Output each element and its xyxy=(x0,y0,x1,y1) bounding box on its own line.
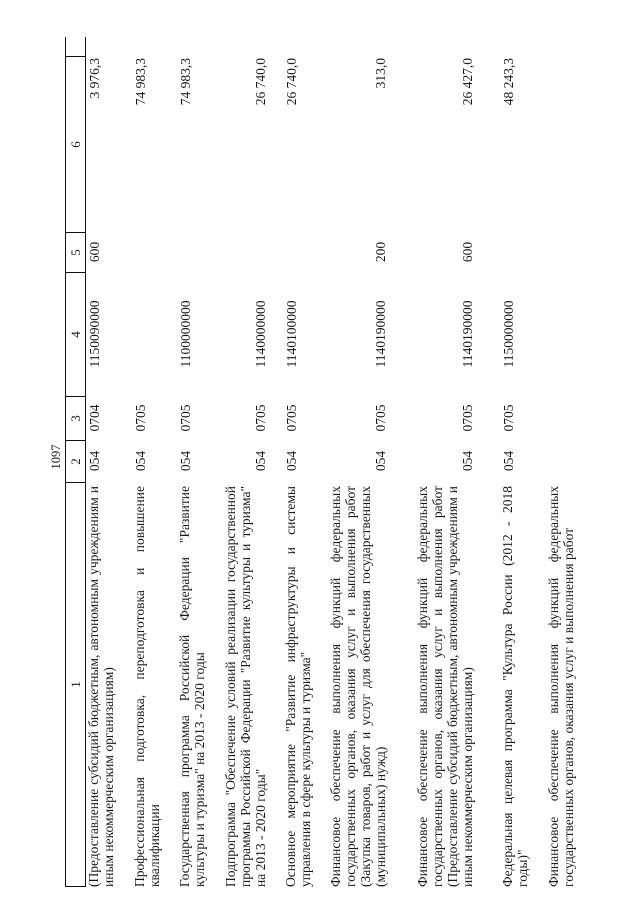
header-col-6: 6 xyxy=(66,56,85,232)
row-name: (Предоставление субсидий бюджетным, автономным учреждениям и иным некоммерческим организациям) xyxy=(86,486,116,887)
row-section-code: 0705 xyxy=(501,404,516,432)
row-expense-code xyxy=(223,232,273,272)
row-target-code xyxy=(546,272,580,396)
row-name: Профессиональная подготовка, переподготовка и повышение квалификации xyxy=(132,486,162,887)
row-ministry-code: 054 xyxy=(87,450,102,472)
table-row xyxy=(283,37,319,887)
row-section-code: 0705 xyxy=(253,404,268,432)
row-amount: 74 983,3 xyxy=(133,58,148,106)
row-section-code: 0705 xyxy=(373,404,388,432)
row-expense-code xyxy=(283,232,319,272)
row-name: Федеральная целевая программа "Культура России (2012 - 2018 годы)" xyxy=(500,486,530,887)
row-section-code: 0704 xyxy=(87,404,102,432)
row-expense-code: 600 xyxy=(87,241,102,263)
row-name: Основное мероприятие "Развитие инфраструктуры и системы управления в сфере культуры и туризма" xyxy=(283,486,313,887)
row-name: Финансовое обеспечение выполнения функций федеральных государственных органов, оказания услуг и выполнения работ (Закупка товаров, работ и услуг для обеспечения государственных (муниципальных) нужд) xyxy=(328,486,388,887)
row-amount xyxy=(546,56,580,232)
table-header xyxy=(65,37,86,887)
row-target-code: 1150000000 xyxy=(501,300,516,368)
row-name: Подпрограмма "Обеспечение условий реализации государственной программы Российской Федерации "Развитие культуры и туризма" на 2013 - 2020 годы" xyxy=(223,486,268,887)
row-amount: 3 976,3 xyxy=(87,58,102,99)
budget-table xyxy=(65,37,580,887)
row-expense-code: 600 xyxy=(460,241,475,263)
table-row xyxy=(86,37,122,887)
row-amount: 313,0 xyxy=(373,58,388,89)
table-row xyxy=(415,37,491,887)
row-amount: 26 740,0 xyxy=(284,58,299,106)
row-target-code: 1140190000 xyxy=(460,300,475,368)
table-row xyxy=(223,37,273,887)
row-expense-code xyxy=(546,232,580,272)
row-ministry-code: 054 xyxy=(178,450,193,472)
row-section-code: 0705 xyxy=(284,404,299,432)
row-amount: 74 983,3 xyxy=(178,58,193,106)
row-expense-code xyxy=(500,232,536,272)
row-name: Финансовое обеспечение выполнения функций федеральных государственных органов, оказания услуг и выполнения работ xyxy=(546,486,576,887)
row-target-code xyxy=(132,272,168,396)
table-row xyxy=(177,37,213,887)
row-expense-code: 200 xyxy=(373,241,388,263)
row-ministry-code: 054 xyxy=(501,450,516,472)
row-expense-code xyxy=(177,232,213,272)
row-section-code: 0705 xyxy=(178,404,193,432)
row-ministry-code: 054 xyxy=(373,450,388,472)
row-ministry-code: 054 xyxy=(460,450,475,472)
row-target-code: 1140100000 xyxy=(284,300,299,368)
row-ministry-code: 054 xyxy=(133,450,148,472)
row-target-code: 1140190000 xyxy=(373,300,388,368)
row-section-code: 0705 xyxy=(460,404,475,432)
table-row xyxy=(500,37,536,887)
header-col-1: 1 xyxy=(66,482,85,887)
table-row xyxy=(546,37,580,887)
header-col-5: 5 xyxy=(66,232,85,272)
row-name: Финансовое обеспечение выполнения функций федеральных государственных органов, оказания услуг и выполнения работ (Предоставление субсидий бюджетным, автономным учреждениям и иным некоммерческим организациям) xyxy=(415,486,475,887)
row-amount: 48 243,3 xyxy=(501,58,516,106)
header-col-3: 3 xyxy=(66,396,85,440)
row-ministry-code xyxy=(546,440,580,482)
row-section-code xyxy=(546,396,580,440)
row-section-code: 0705 xyxy=(133,404,148,432)
row-target-code: 1100000000 xyxy=(178,300,193,368)
header-col-4: 4 xyxy=(66,272,85,396)
row-expense-code xyxy=(132,232,168,272)
table-row xyxy=(328,37,404,887)
row-target-code: 1150090000 xyxy=(87,300,102,368)
row-amount: 26 740,0 xyxy=(253,58,268,106)
page-number: 1097 xyxy=(49,444,63,470)
row-name: Государственная программа Российской Федерации "Развитие культуры и туризма" на 2013 - 2020 годы xyxy=(177,486,207,887)
row-amount: 26 427,0 xyxy=(460,58,475,106)
row-ministry-code: 054 xyxy=(284,450,299,472)
table-row xyxy=(132,37,168,887)
row-target-code: 1140000000 xyxy=(253,300,268,368)
row-ministry-code: 054 xyxy=(253,450,268,472)
header-col-2: 2 xyxy=(66,440,85,482)
